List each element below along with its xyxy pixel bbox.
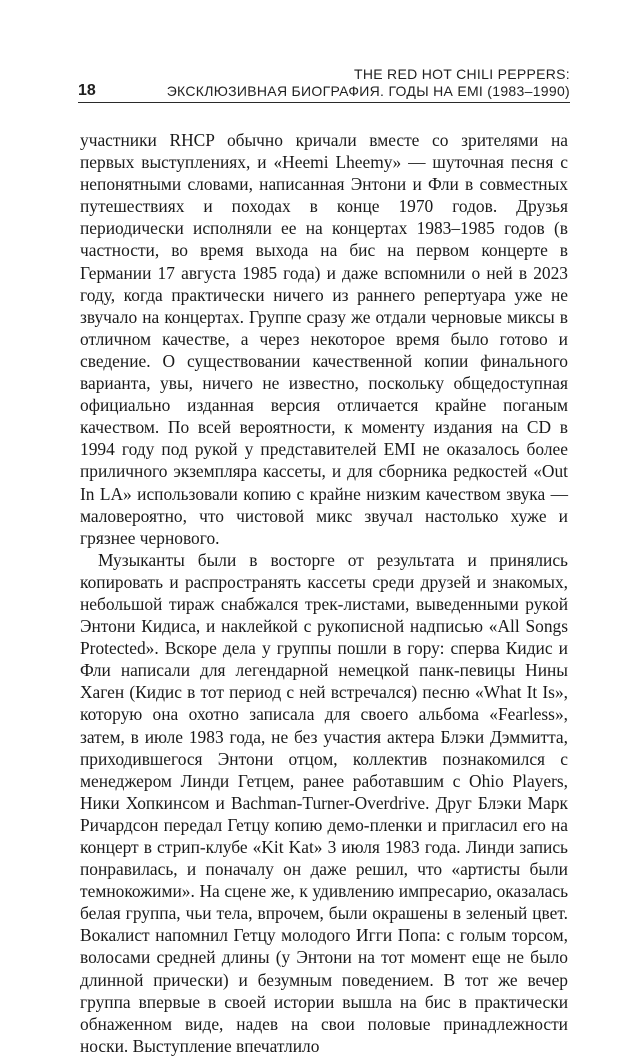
page-number: 18 <box>78 82 96 99</box>
body-text <box>80 129 568 1057</box>
paragraph-2: Музыканты были в восторге от результата и принялись копировать и распространять кассеты среди друзей и знакомых, небольшой тираж снабжался трек-листами, выведенными рукой Энтони Кидиса, и наклейкой с рукописной надписью «All Songs Protected». Вскоре дела у группы пошли в гору: сперва Кидис и Фли написали для легендарной немецкой панк-певицы Нины Хаген (Кидис в тот период с ней встречался) песню «What It Is», которую она охотно записала для своего альбома «Fearless», затем, в июле 1983 года, не без участия актера Блэки Дэммитта, приходившегося Энтони отцом, коллектив познакомился с менеджером Линди Гетцем, ранее работавшим с Ohio Players, Ники Хопкинсом и Bachman-Turner-Overdrive. Друг Блэки Марк Ричардсон передал Гетцу копию демо-пленки и пригласил его на концерт в стрип-клубе «Kit Kat» 3 июля 1983 года. Линди запись понравилась, и поначалу он даже решил, что «артисты были темнокожими». На сцене же, к удивлению импресарио, оказалась белая группа, чьи тела, впрочем, были окрашены в зеленый цвет. Вокалист напомнил Гетцу молодого Игги Попа: с голым торсом, волосами средней длины (у Энтони на тот момент еще не было длинной прически) и безумным поведением. В тот же вечер группа впервые в своей истории вышла на бис в практически обнаженном виде, надев на свои половые принадлежности носки. Выступление впечатлило <box>80 549 568 1056</box>
running-title-line-2: ЭКСКЛЮЗИВНАЯ БИОГРАФИЯ. ГОДЫ НА EMI (1983–1990) <box>166 83 570 99</box>
paragraph-1: участники RHCP обычно кричали вместе со зрителями на первых выступлениях, и «Heemi Lheemy» — шуточная песня с непонятными словами, написанная Энтони и Фли в совместных путешествиях и походах в конце 1970 годов. Друзья периодически исполняли ее на концертах 1983–1985 годов (в частности, во время выхода на бис на первом концерте в Германии 17 августа 1985 года) и даже вспомнили о ней в 2023 году, когда практически ничего из раннего репертуара уже не звучало на концертах. Группе сразу же отдали черновые миксы в отличном качестве, а через некоторое время было готово и сведение. О существовании качественной копии финального варианта, увы, ничего не известно, поскольку общедоступная официально изданная версия отличается крайне поганым качеством. По всей вероятности, к моменту издания на CD в 1994 году под рукой у представителей EMI не оказалось более приличного экземпляра кассеты, и для сборника редкостей «Out In LA» использовали копию с крайне низким качеством звука — маловероятно, что чистовой микс звучал настолько хуже и грязнее чернового. <box>80 130 568 548</box>
running-title-line-1: THE RED HOT CHILI PEPPERS: <box>353 66 570 82</box>
header-divider <box>78 102 570 103</box>
running-header <box>78 66 570 102</box>
